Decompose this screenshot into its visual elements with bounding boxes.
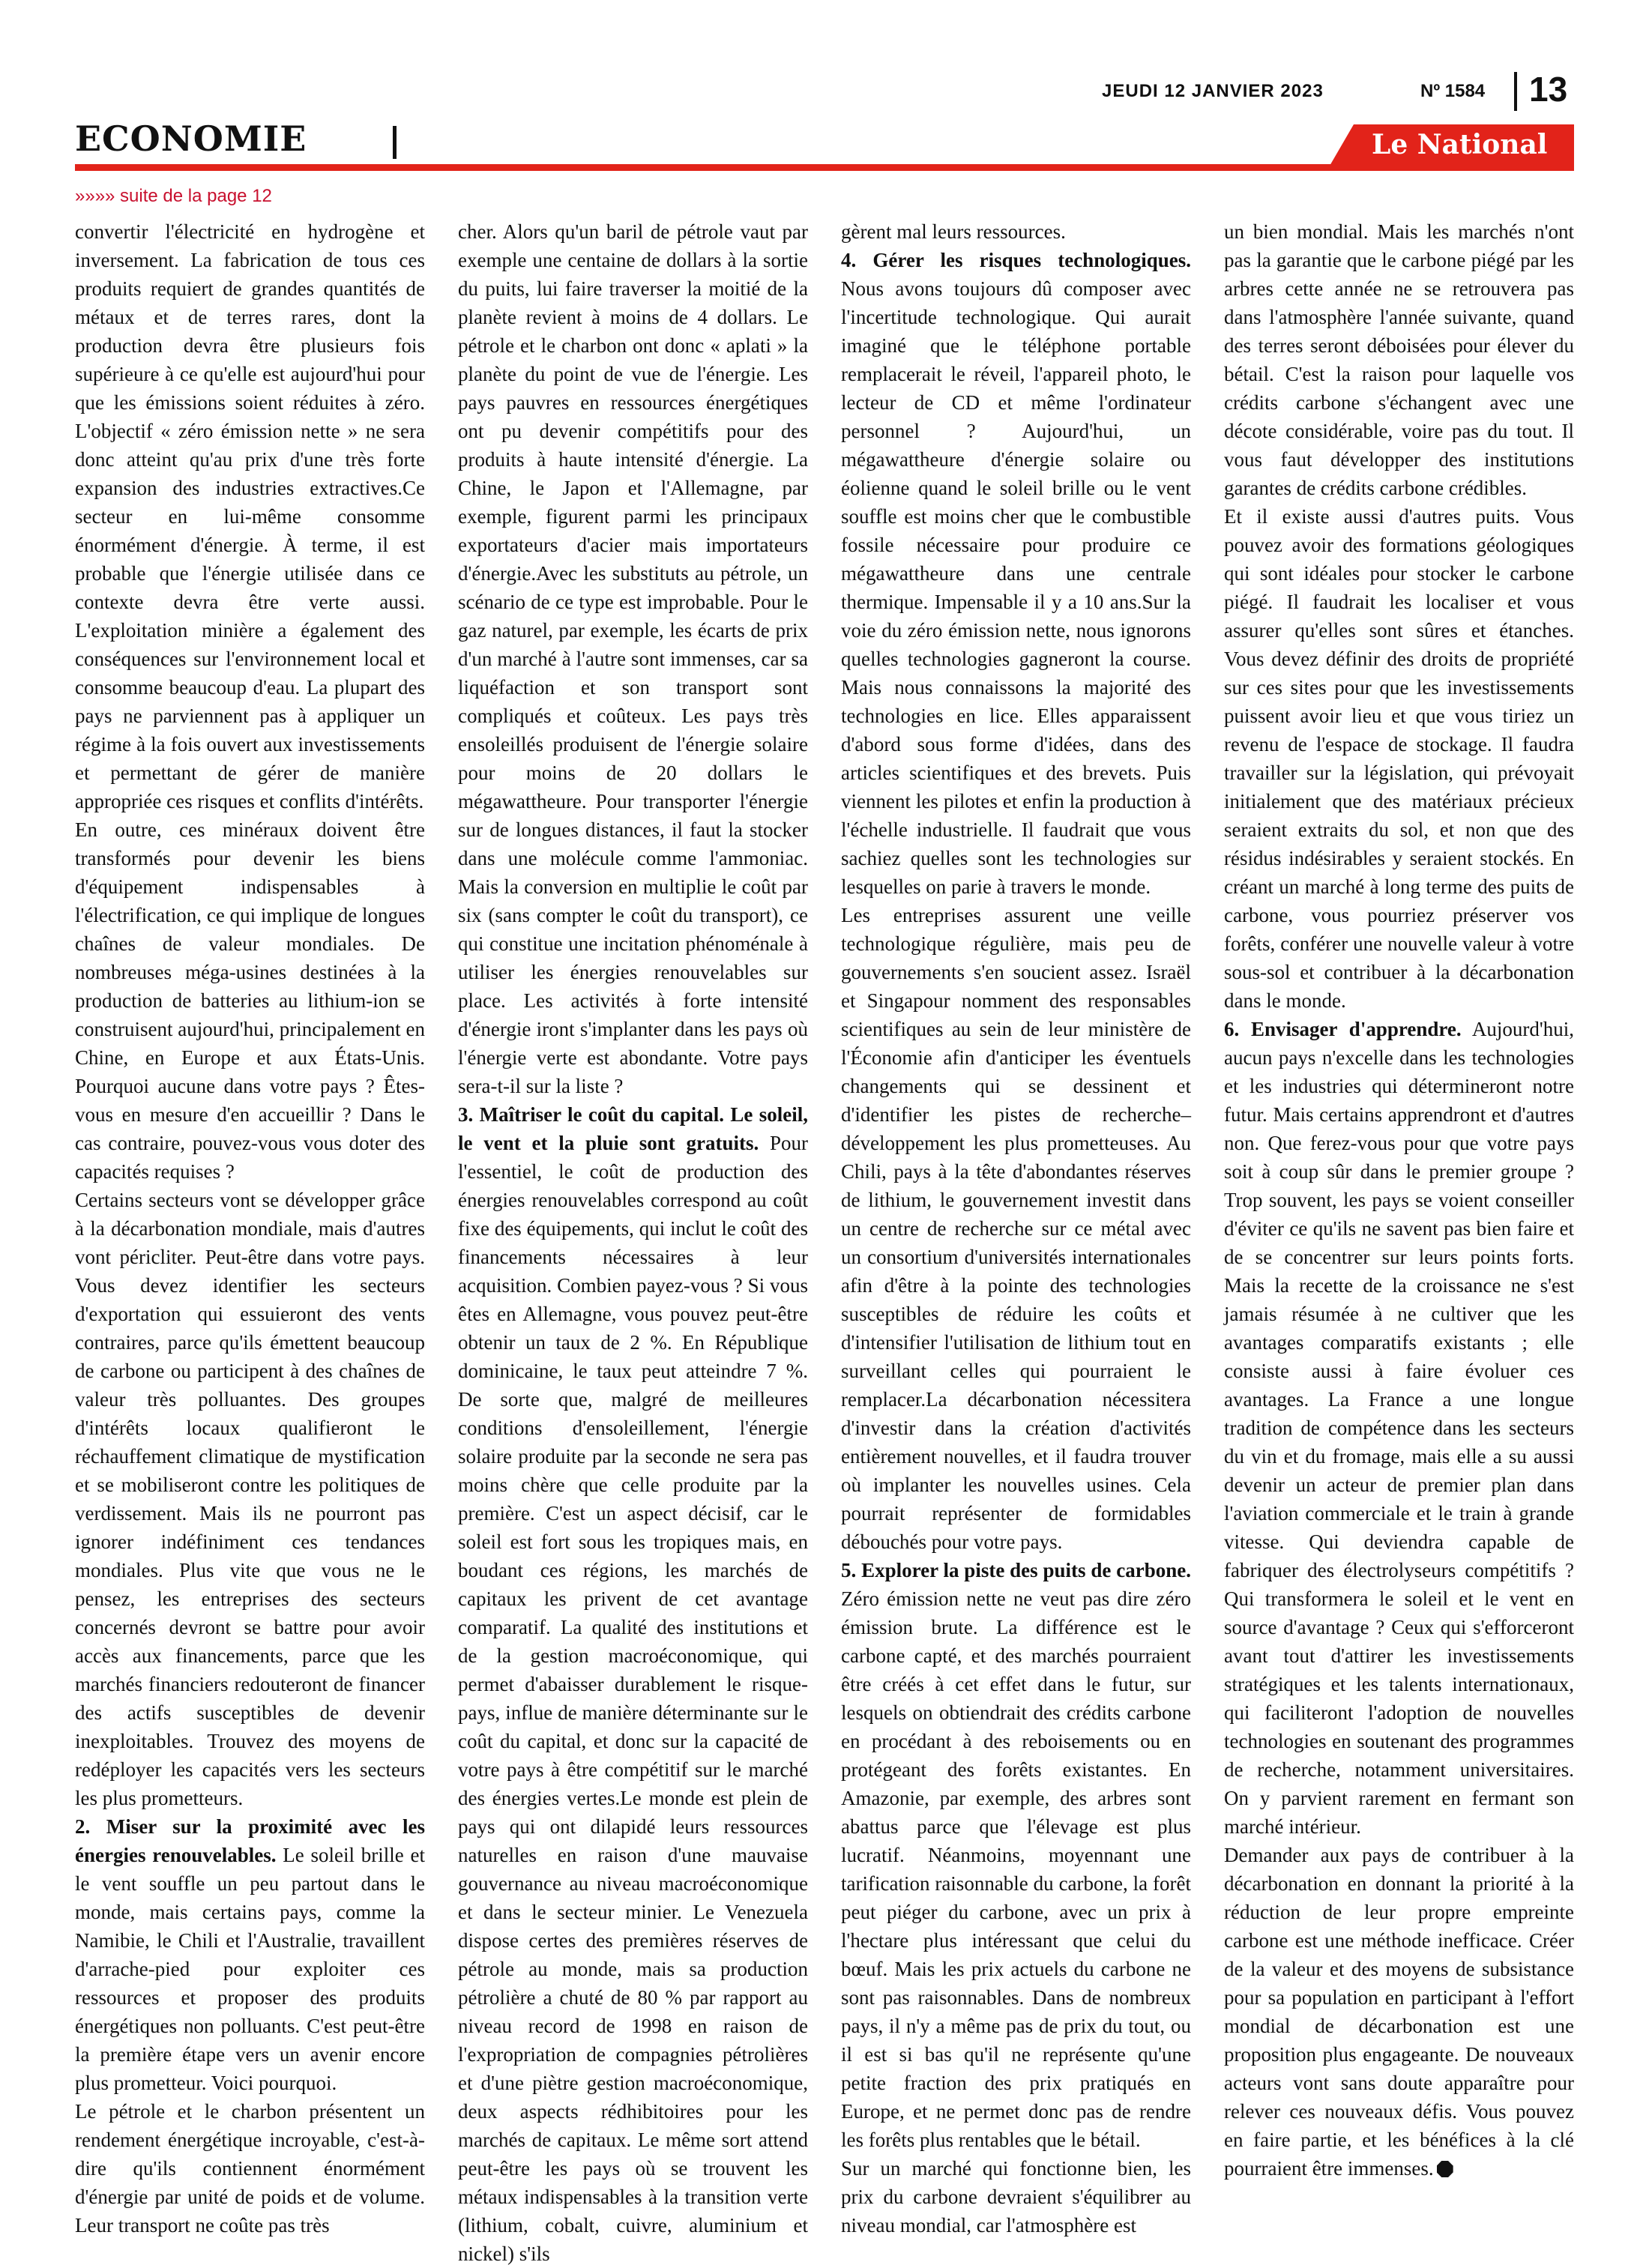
- issue-date: JEUDI 12 JANVIER 2023: [1102, 81, 1324, 101]
- subheading: 6. Envisager d'apprendre.: [1224, 1018, 1462, 1040]
- article-paragraph: [1224, 1015, 1574, 1841]
- paragraph-text: Les entreprises assurent une veille technologique régulière, mais peu de gouvernements s'en soucient assez. Israël et Singapour nomment des responsables scientifiques au sein de leur ministère de l'Économie afin d'anticiper les éventuels changements qui se dessinent et d'identifier les pistes de recherche–développement les plus prometteuses. Au Chili, pays à la tête d'abondantes réserves de lithium, le gouvernement investit dans un centre de recherche sur ce métal avec un consortium d'universités internationales afin d'être à la pointe des technologies susceptibles de réduire les coûts et d'intensifier l'utilisation de lithium tout en surveillant celles qui pourraient le remplacer.La décarbonation nécessitera d'investir dans la création d'activités entièrement nouvelles, et il faudra trouver où implanter les nouvelles usines. Cela pourrait représenter de formidables débouchés pour votre pays.: [841, 904, 1191, 1553]
- page-number-divider: [1514, 72, 1517, 111]
- article-paragraph: [841, 246, 1191, 901]
- article-paragraph: [75, 2097, 425, 2240]
- article-paragraph: [841, 901, 1191, 1556]
- article-paragraph: [458, 1100, 808, 2268]
- paragraph-text: Demander aux pays de contribuer à la décarbonation en donnant la priorité à la réduction de leur propre empreinte carbone est une méthode inefficace. Créer de la valeur et des moyens de subsistance pour sa population en participant à l'effort mondial de décarbonation est une proposition plus engageante. De nouveaux acteurs vont sans doute apparaître pour relever ces nouveaux défis. Vous pouvez en faire partie, et les bénéfices à la clé pourraient être immenses.: [1224, 1844, 1574, 2180]
- continued-from-link[interactable]: »»»» suite de la page 12: [75, 186, 272, 206]
- paragraph-text: Le soleil brille et le vent souffle un peu partout dans le monde, mais certains pays, comme la Namibie, le Chili et l'Australie, travaillent d'arrache-pied pour exploiter ces ressources et proposer des produits énergétiques non polluants. C'est peut-être la première étape vers un avenir encore plus prometteur. Voici pourquoi.: [75, 1844, 426, 2094]
- article-paragraph: [1224, 502, 1574, 1015]
- paragraph-text: convertir l'électricité en hydrogène et inversement. La fabrication de tous ces produits requiert de grandes quantités de métaux et de terres rares, dont la production devra être plusieurs fois supérieure à ce qu'elle est aujourd'hui pour que les émissions soient réduites à zéro. L'objectif « zéro émission nette » ne sera donc atteint qu'au prix d'une très forte expansion des industries extractives.Ce secteur en lui-même consomme énormément d'énergie. À terme, il est probable que l'énergie utilisée dans ce contexte devra être verte aussi. L'exploitation minière a également des conséquences sur l'environnement local et consomme beaucoup d'eau. La plupart des pays ne parviennent pas à appliquer un régime à la fois ouvert aux investissements et permettant de gérer de manière appropriée ces risques et conflits d'intérêts.: [75, 220, 425, 812]
- paragraph-text: cher. Alors qu'un baril de pétrole vaut par exemple une centaine de dollars à la sortie du puits, lui faire traverser la moitié de la planète revient à moins de 4 dollars. Le pétrole et le charbon ont donc « aplati » la planète du point de vue de l'énergie. Les pays pauvres en ressources énergétiques ont pu devenir compétitifs pour des produits à haute intensité d'énergie. La Chine, le Japon et l'Allemagne, par exemple, figurent parmi les principaux exportateurs d'acier mais importateurs d'énergie.Avec les substituts au pétrole, un scénario de ce type est improbable. Pour le gaz naturel, par exemple, les écarts de prix d'un marché à l'autre sont immenses, car sa liquéfaction et son transport sont compliqués et coûteux. Les pays très ensoleillés produisent de l'énergie solaire pour moins de 20 dollars le mégawattheure. Pour transporter l'énergie sur de longues distances, il faut la stocker dans une molécule comme l'ammoniac. Mais la conversion en multiplie le coût par six (sans compter le coût du transport), ce qui constitue une incitation phénoménale à utiliser les énergies renouvelables sur place. Les activités à forte intensité d'énergie iront s'implanter dans les pays où l'énergie verte est abondante. Votre pays sera-t-il sur la liste ?: [458, 220, 808, 1097]
- article-paragraph: [75, 217, 425, 815]
- masthead-title: Le National: [1372, 129, 1548, 160]
- subheading: 5. Explorer la piste des puits de carbone.: [841, 1559, 1191, 1581]
- article-column-4: [1224, 217, 1574, 2268]
- end-of-article-icon: [1437, 2161, 1453, 2177]
- paragraph-text: gèrent mal leurs ressources.: [841, 220, 1066, 243]
- article-paragraph: [841, 2154, 1191, 2240]
- paragraph-text: un bien mondial. Mais les marchés n'ont pas la garantie que le carbone piégé par les arbres cette année ne se retrouvera pas dans l'atmosphère l'année suivante, quand des terres seront déboisées pour élever du bétail. C'est la raison pour laquelle vos crédits carbone s'échangent avec une décote considérable, voire pas du tout. Il vous faut développer des institutions garantes de crédits carbone crédibles.: [1224, 220, 1574, 499]
- article-paragraph: [1224, 217, 1574, 502]
- article-paragraph: [841, 217, 1191, 246]
- paragraph-text: Le pétrole et le charbon présentent un rendement énergétique incroyable, c'est-à-dire qu'ils contiennent énormément d'énergie par unité de poids et de volume. Leur transport ne coûte pas très: [75, 2100, 425, 2237]
- article-column-1: [75, 217, 425, 2268]
- paragraph-text: En outre, ces minéraux doivent être transformés pour devenir les biens d'équipement indispensables à l'électrification, ce qui implique de longues chaînes de valeur mondiales. De nombreuses méga-usines destinées à la production de batteries au lithium-ion se construisent aujourd'hui, principalement en Chine, en Europe et aux États-Unis. Pourquoi aucune dans votre pays ? Êtes-vous en mesure d'en accueillir ? Dans le cas contraire, pouvez-vous vous doter des capacités requises ?: [75, 818, 425, 1183]
- subheading: 3. Maîtriser le coût du capital. Le soleil, le vent et la pluie sont gratuits.: [458, 1103, 808, 1154]
- paragraph-text: Sur un marché qui fonctionne bien, les prix du carbone devraient s'équilibrer au niveau mondial, car l'atmosphère est: [841, 2157, 1191, 2237]
- paragraph-text: Nous avons toujours dû composer avec l'incertitude technologique. Qui aurait imaginé que le téléphone portable remplacerait le réveil, l'appareil photo, le lecteur de CD et même l'ordinateur personnel ? Aujourd'hui, un mégawattheure d'énergie solaire ou éolienne quand le soleil brille ou le vent souffle est moins cher que le combustible fossile nécessaire pour produire ce mégawattheure dans une centrale thermique. Impensable il y a 10 ans.Sur la voie du zéro émission nette, nous ignorons quelles technologies gagneront la course. Mais nous connaissons la majorité des technologies en lice. Elles apparaissent d'abord sous forme d'idées, dans des articles scientifiques et des brevets. Puis viennent les pilotes et enfin la production à l'échelle industrielle. Il faudrait que vous sachiez quelles sont les technologies sur lesquelles on parie à travers le monde.: [841, 277, 1191, 898]
- paragraph-text: Aujourd'hui, aucun pays n'excelle dans les technologies et les industries qui détermineront notre futur. Mais certains apprendront et d'autres non. Que ferez-vous pour que votre pays soit à coup sûr dans le premier groupe ? Trop souvent, les pays se voient conseiller d'éviter ce qu'ils ne savent pas bien faire et de se concentrer sur leurs points forts. Mais la recette de la croissance ne s'est jamais résumée à ne cultiver que les avantages comparatifs existants ; elle consiste aussi à faire évoluer ces avantages. La France a une longue tradition de compétence dans les secteurs du vin et du fromage, mais elle a su aussi devenir un acteur de premier plan dans l'aviation commerciale et le train à grande vitesse. Qui deviendra capable de fabriquer des électrolyseurs compétitifs ? Qui transformera le soleil et le vent en source d'avantage ? Ceux qui s'efforceront avant tout d'attirer les investissements stratégiques et les talents internationaux, qui faciliteront l'adoption de nouvelles technologies en soutenant des programmes de recherche, notamment universitaires. On y parvient rarement en fermant son marché intérieur.: [1224, 1018, 1574, 1838]
- paragraph-text: Certains secteurs vont se développer grâce à la décarbonation mondiale, mais d'autres vont péricliter. Peut-être dans votre pays. Vous devez identifier les secteurs d'exportation qui essuieront des vents contraires, parce qu'ils émettent beaucoup de carbone ou participent à des chaînes de valeur très polluantes. Des groupes d'intérêts locaux qualifieront le réchauffement climatique de mystification et se mobiliseront contre les politiques de verdissement. Mais ils ne pourront pas ignorer indéfiniment ces tendances mondiales. Plus vite que vous ne le pensez, les entreprises des secteurs concernés devront se battre pour avoir accès aux financements, parce que les marchés financiers redouteront de financer des actifs susceptibles de devenir inexploitables. Trouvez des moyens de redéployer les capacités vers les secteurs les plus prometteurs.: [75, 1189, 425, 1809]
- paragraph-text: Et il existe aussi d'autres puits. Vous pouvez avoir des formations géologiques qui sont idéales pour stocker le carbone piégé. Il faudrait les localiser et vous assurer qu'elles sont sûres et étanches. Vous devez définir des droits de propriété sur ces sites pour que les investissements puissent avoir lieu et que vous tiriez un revenu de l'espace de stockage. Il faudra travailler sur la législation, qui prévoyait initialement que des matériaux précieux seraient extraits du sol, et non que des résidus indésirables y seraient stockés. En créant un marché à long terme des puits de carbone, vous pourriez préserver vos forêts, conférer une nouvelle valeur à votre sous-sol et contribuer à la décarbonation dans le monde.: [1224, 505, 1574, 1012]
- issue-number: Nº 1584: [1420, 81, 1486, 101]
- paragraph-text: Zéro émission nette ne veut pas dire zéro émission brute. La différence est le carbone capté, et des marchés pourraient être créés à cet effet dans le futur, sur lesquels on obtiendrait des crédits carbone en procédant à des reboisements ou en protégeant des forêts existantes. En Amazonie, par exemple, des arbres sont abattus parce que l'élevage est plus lucratif. Néanmoins, moyennant une tarification raisonnable du carbone, la forêt peut piéger du carbone, avec un prix à l'hectare plus intéressant que celui du bœuf. Mais les prix actuels du carbone ne sont pas raisonnables. Dans de nombreux pays, il n'y a même pas de prix du tout, ou il est si bas qu'il ne représente qu'une petite fraction des prix pratiqués en Europe, et ne permet donc pas de rendre les forêts plus rentables que le bétail.: [841, 1587, 1191, 2151]
- article-column-3: [841, 217, 1191, 2268]
- paragraph-text: Pour l'essentiel, le coût de production des énergies renouvelables correspond au coût fixe des équipements, qui inclut le coût des financements nécessaires à leur acquisition. Combien payez-vous ? Si vous êtes en Allemagne, vous pouvez peut-être obtenir un taux de 2 %. En République dominicaine, le taux peut atteindre 7 %. De sorte que, malgré de meilleures conditions d'ensoleillement, l'énergie solaire produite par la seconde ne sera pas moins chère que celle produite par la première. C'est un aspect décisif, car le soleil est fort sous les tropiques mais, en boudant ces régions, les marchés de capitaux les privent de cet avantage comparatif. La qualité des institutions et de la gestion macroéconomique, qui permet d'abaisser durablement le risque-pays, influe de manière déterminante sur le coût du capital, et donc sur la capacité de votre pays à être compétitif sur le marché des énergies vertes.Le monde est plein de pays qui ont dilapidé leurs ressources naturelles en raison d'une mauvaise gouvernance au niveau macroéconomique et dans le secteur minier. Le Venezuela dispose certes des premières réserves de pétrole au monde, mais sa production pétrolière a chuté de 80 % par rapport au niveau record de 1998 en raison de l'expropriation de compagnies pétrolières et d'une piètre gestion macroéconomique, deux aspects rédhibitoires pour les marchés de capitaux. Le même sort attend peut-être les pays où se trouvent les métaux indispensables à la transition verte (lithium, cobalt, cuivre, aluminium et nickel) s'ils: [458, 1132, 808, 2265]
- article-column-2: [458, 217, 808, 2268]
- subheading: 4. Gérer les risques technologiques.: [841, 249, 1191, 271]
- header-rule: [75, 164, 1574, 171]
- article-columns: [75, 217, 1574, 2265]
- article-paragraph: [75, 1812, 425, 2097]
- article-paragraph: [75, 1186, 425, 1812]
- page-number: 13: [1529, 70, 1568, 109]
- section-title-bar: [393, 126, 397, 159]
- article-paragraph: [1224, 1841, 1574, 2183]
- article-paragraph: [841, 1556, 1191, 2154]
- article-paragraph: [75, 815, 425, 1186]
- article-paragraph: [458, 217, 808, 1100]
- subheading: 2. Miser sur la proximité avec les énergies renouvelables.: [75, 1815, 425, 1866]
- section-title: ECONOMIE: [75, 118, 307, 159]
